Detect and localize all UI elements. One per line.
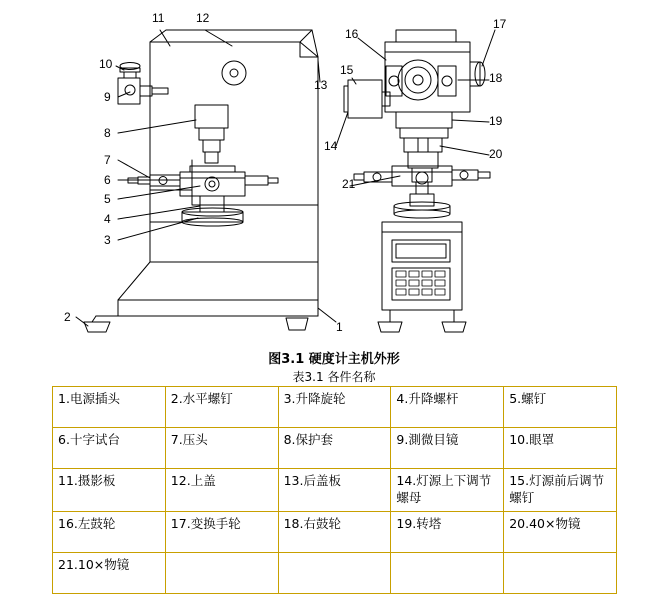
callout-19: 19 [489, 114, 503, 128]
part-name: 10×物镜 [77, 556, 130, 572]
table-cell [278, 428, 391, 469]
callout-16: 16 [345, 27, 359, 41]
callout-18: 18 [489, 71, 503, 85]
callout-13: 13 [314, 78, 328, 92]
part-number: 14. [396, 473, 417, 488]
callout-7: 7 [104, 153, 111, 167]
part-name: 变换手轮 [190, 515, 241, 531]
table-caption: 表3.1 各件名称 [292, 370, 376, 384]
part-name: 压头 [182, 432, 208, 447]
part-name: 40×物镜 [529, 515, 581, 531]
table-cell [504, 428, 617, 469]
figure-caption: 图3.1 硬度计主机外形 [268, 352, 400, 367]
table-cell [504, 552, 617, 593]
part-number: 7. [170, 432, 183, 447]
table-cell [165, 428, 278, 469]
part-number: 6. [58, 432, 70, 447]
part-name: 转塔 [416, 515, 442, 531]
part-name: 灯源上下调节螺母 [396, 473, 492, 505]
callout-21: 21 [342, 177, 356, 191]
callout-14: 14 [324, 139, 338, 153]
table-cell [278, 552, 391, 593]
callout-10: 10 [99, 57, 113, 71]
part-name: 眼罩 [529, 432, 555, 447]
table-cell [53, 552, 166, 593]
table-cell [391, 469, 504, 512]
table-cell [53, 469, 166, 512]
table-cell [165, 511, 278, 552]
table-row [53, 387, 617, 428]
part-number: 8. [283, 432, 296, 447]
part-number: 16. [58, 515, 78, 531]
part-name: 上盖 [190, 473, 216, 488]
part-name: 保护套 [295, 432, 334, 447]
part-name: 灯源前后调节螺钉 [509, 473, 605, 505]
table-cell [504, 511, 617, 552]
table-row [53, 552, 617, 593]
part-number: 5. [509, 391, 522, 406]
part-number: 15. [509, 473, 530, 488]
part-number: 9. [396, 432, 409, 447]
callout-5: 5 [104, 192, 111, 206]
part-name: 后盖板 [303, 473, 341, 488]
callout-4: 4 [104, 212, 111, 226]
parts-name-table [52, 386, 617, 594]
table-cell [278, 511, 391, 552]
table-row [53, 469, 617, 512]
callout-15: 15 [340, 63, 354, 77]
part-name: 电源插头 [69, 391, 120, 406]
callout-9: 9 [104, 90, 111, 104]
table-cell [53, 387, 166, 428]
table-cell [278, 387, 391, 428]
part-name: 螺钉 [521, 391, 547, 406]
table-cell [504, 387, 617, 428]
table-cell [278, 469, 391, 512]
table-cell [391, 511, 504, 552]
table-cell [391, 387, 504, 428]
part-number: 18. [283, 515, 304, 531]
table-row [53, 428, 617, 469]
part-name: 測微目镜 [408, 432, 459, 447]
part-name: 升降螺杆 [408, 391, 459, 406]
part-number: 19. [396, 515, 417, 531]
callout-17: 17 [493, 17, 507, 31]
table-cell [165, 387, 278, 428]
part-number: 17. [170, 515, 191, 531]
part-number: 2. [170, 391, 183, 406]
part-name: 升降旋轮 [295, 391, 346, 406]
callout-3: 3 [104, 233, 111, 247]
part-number: 1. [58, 391, 70, 406]
part-number: 13. [283, 473, 304, 488]
table-cell [504, 469, 617, 512]
part-name: 摄影板 [77, 473, 116, 488]
table-row [53, 511, 617, 552]
callout-8: 8 [104, 126, 111, 140]
part-number: 20. [509, 515, 530, 531]
table-cell [165, 469, 278, 512]
part-name: 水平螺钉 [182, 391, 233, 406]
part-name: 十字试台 [69, 432, 120, 447]
callout-12: 12 [196, 11, 210, 25]
part-number: 11. [58, 473, 78, 488]
callout-11: 11 [152, 11, 165, 25]
part-number: 12. [170, 473, 191, 488]
part-name: 右鼓轮 [303, 515, 341, 531]
part-number: 3. [283, 391, 296, 406]
part-name: 左鼓轮 [77, 515, 116, 531]
part-number: 21. [58, 556, 78, 572]
part-number: 4. [396, 391, 409, 406]
table-cell [165, 552, 278, 593]
callout-1: 1 [336, 320, 343, 334]
callout-20: 20 [489, 147, 503, 161]
table-cell [391, 552, 504, 593]
part-number: 10. [509, 432, 530, 447]
table-cell [53, 428, 166, 469]
callout-2: 2 [64, 310, 71, 324]
table-cell [53, 511, 166, 552]
callout-6: 6 [104, 173, 111, 187]
table-cell [391, 428, 504, 469]
